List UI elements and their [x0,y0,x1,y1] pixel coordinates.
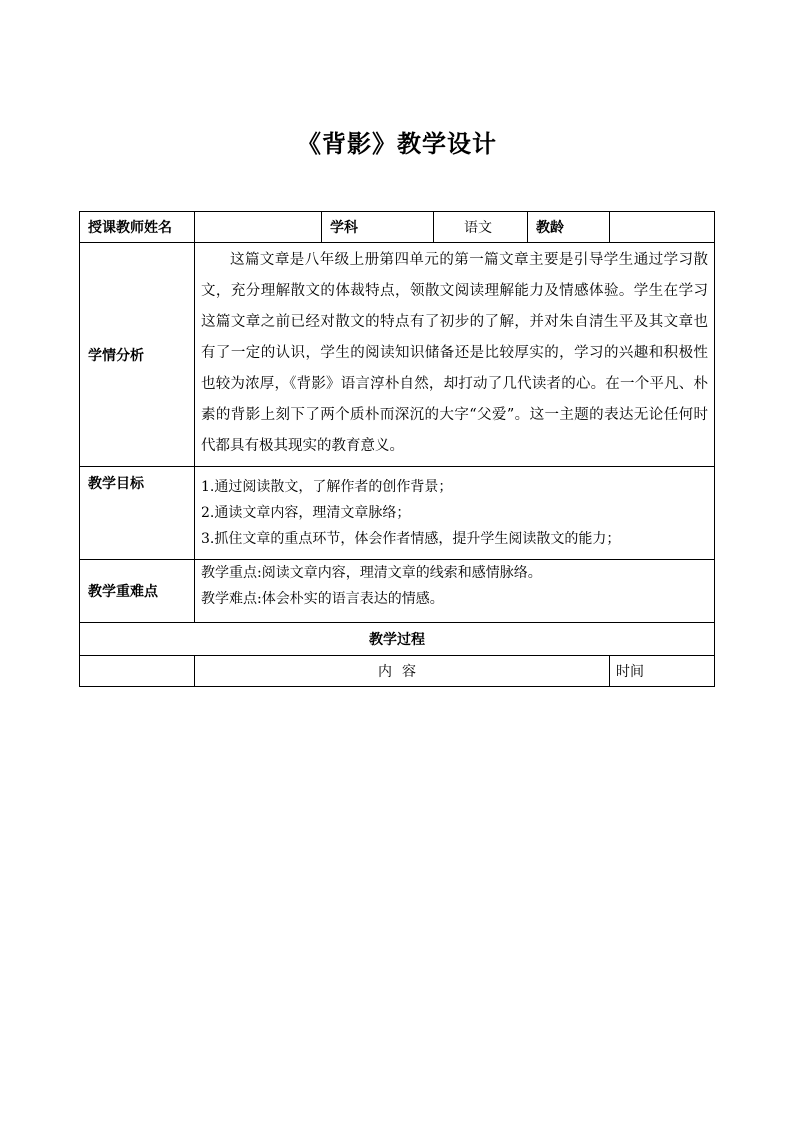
process-blank-cell [80,656,195,687]
experience-label: 教龄 [528,212,610,243]
goals-row [80,467,715,560]
key-point-item: 教学重点:阅读文章内容，理清文章的线索和感情脉络。 [201,565,542,581]
goal-item: 1.通过阅读散文，了解作者的创作背景； [201,479,453,495]
experience-value [610,212,715,243]
goals-list [201,470,708,556]
teacher-name-value [195,212,322,243]
goals-label: 教学目标 [80,467,195,560]
time-column-label: 时间 [610,656,715,687]
content-column-label: 内容 [195,656,610,687]
header-row [80,212,715,243]
analysis-text: 这篇文章是八年级上册第四单元的第一篇文章主要是引导学生通过学习散文，充分理解散文的体裁特点，领散文阅读理解能力及情感体验。学生在学习这篇文章之前已经对散文的特点有了初步的了解，并对朱自清生平及其文章也有了一定的认识，学生的阅读知识储备还是比较厚实的，学习的兴趣和积极性也较为浓厚，《背影》语言淳朴自然，却打动了几代读者的心。在一个平凡、朴素的背影上刻下了两个质朴而深沉的大字“父爱”。这一主题的表达无论任何时代都具有极其现实的教育意义。 [201,252,708,454]
lesson-plan-table [79,211,715,687]
analysis-label: 学情分析 [80,243,195,467]
goal-item: 3.抓住文章的重点环节，体会作者情感，提升学生阅读散文的能力； [201,531,621,547]
subject-value: 语文 [434,212,528,243]
key-points-cell [195,560,715,623]
analysis-row [80,243,715,467]
page-title: 《背影》教学设计 [297,130,497,158]
analysis-cell [195,243,715,467]
key-point-item: 教学难点:体会朴实的语言表达的情感。 [201,591,444,607]
goals-cell [195,467,715,560]
process-columns-row [80,656,715,687]
key-points-label: 教学重难点 [80,560,195,623]
process-header-row [80,623,715,656]
goal-item: 2.通读文章内容，理清文章脉络； [201,505,411,521]
process-header: 教学过程 [80,623,715,656]
key-points-row [80,560,715,623]
subject-label: 学科 [322,212,434,243]
teacher-name-label: 授课教师姓名 [80,212,195,243]
key-points-list [201,560,708,618]
